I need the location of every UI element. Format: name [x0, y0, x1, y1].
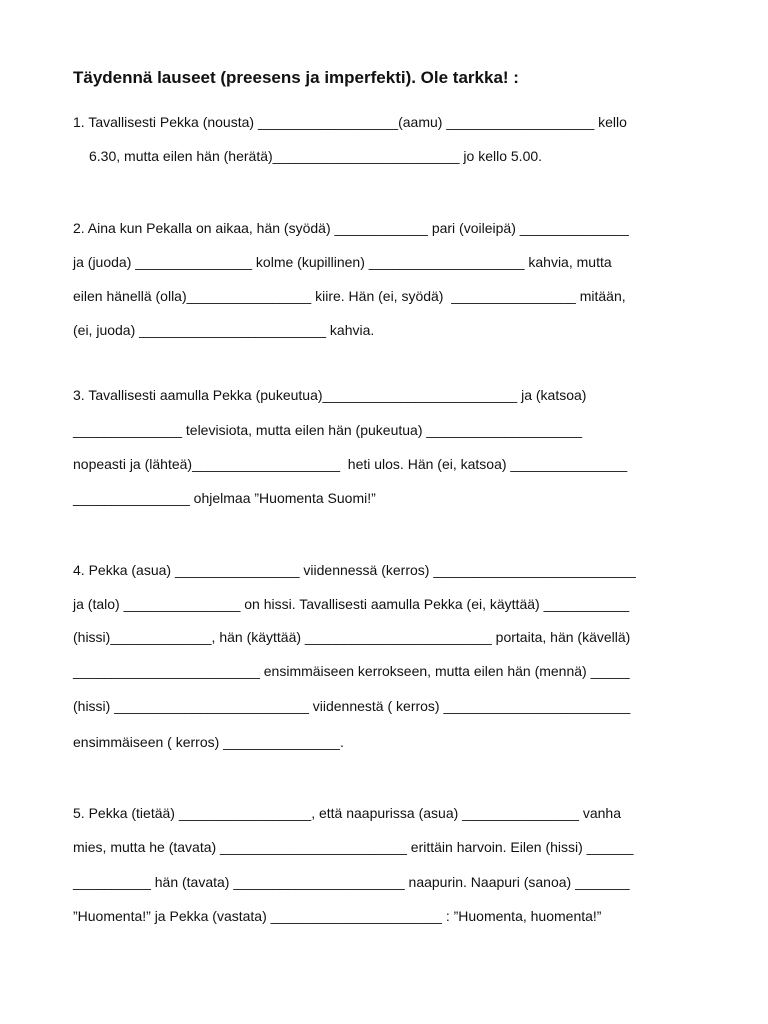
exercise-4-line-2: ja (talo) _______________ on hissi. Tavallisesti aamulla Pekka (ei, käyttää) ___________: [73, 596, 630, 612]
exercise-4-line-4: ________________________ ensimmäiseen kerrokseen, mutta eilen hän (mennä) _____: [73, 663, 630, 679]
exercise-1-line-1: 1. Tavallisesti Pekka (nousta) __________________(aamu) ___________________ kello: [73, 114, 627, 130]
exercise-2-line-4: (ei, juoda) ________________________ kahvia.: [73, 322, 375, 338]
exercise-5-line-1: 5. Pekka (tietää) _________________, että naapurissa (asua) _______________ vanha: [73, 805, 621, 821]
exercise-3-line-1: 3. Tavallisesti aamulla Pekka (pukeutua)_________________________ ja (katsoa): [73, 387, 587, 403]
exercise-2-line-3: eilen hänellä (olla)________________ kiire. Hän (ei, syödä) ________________ mitään,: [73, 288, 626, 304]
exercise-3-line-2: ______________ televisiota, mutta eilen hän (pukeutua) ____________________: [73, 422, 583, 438]
exercise-3-line-3: nopeasti ja (lähteä)___________________ heti ulos. Hän (ei, katsoa) _______________: [73, 456, 628, 472]
exercise-5-line-2: mies, mutta he (tavata) ________________________ erittäin harvoin. Eilen (hissi) ______: [73, 839, 634, 855]
exercise-5-line-3: __________ hän (tavata) ______________________ naapurin. Naapuri (sanoa) _______: [73, 874, 630, 890]
exercise-2-line-1: 2. Aina kun Pekalla on aikaa, hän (syödä) ____________ pari (voileipä) ______________: [73, 220, 629, 236]
worksheet-title: Täydennä lauseet (preesens ja imperfekti). Ole tarkka! :: [73, 68, 519, 87]
exercise-4-line-5: (hissi) _________________________ viidennestä ( kerros) ________________________: [73, 698, 631, 714]
exercise-4-line-3: (hissi)_____________, hän (käyttää) ________________________ portaita, hän (kävellä): [73, 629, 631, 645]
exercise-1-line-2: 6.30, mutta eilen hän (herätä)________________________ jo kello 5.00.: [89, 148, 543, 164]
exercise-4-line-6: ensimmäiseen ( kerros) _______________.: [73, 734, 344, 750]
exercise-5-line-4: ”Huomenta!” ja Pekka (vastata) ______________________ : ”Huomenta, huomenta!”: [73, 908, 602, 924]
exercise-3-line-4: _______________ ohjelmaa ”Huomenta Suomi!”: [73, 490, 376, 506]
exercise-4-line-1: 4. Pekka (asua) ________________ viidennessä (kerros) __________________________: [73, 562, 636, 578]
exercise-2-line-2: ja (juoda) _______________ kolme (kupillinen) ____________________ kahvia, mutta: [73, 254, 612, 270]
